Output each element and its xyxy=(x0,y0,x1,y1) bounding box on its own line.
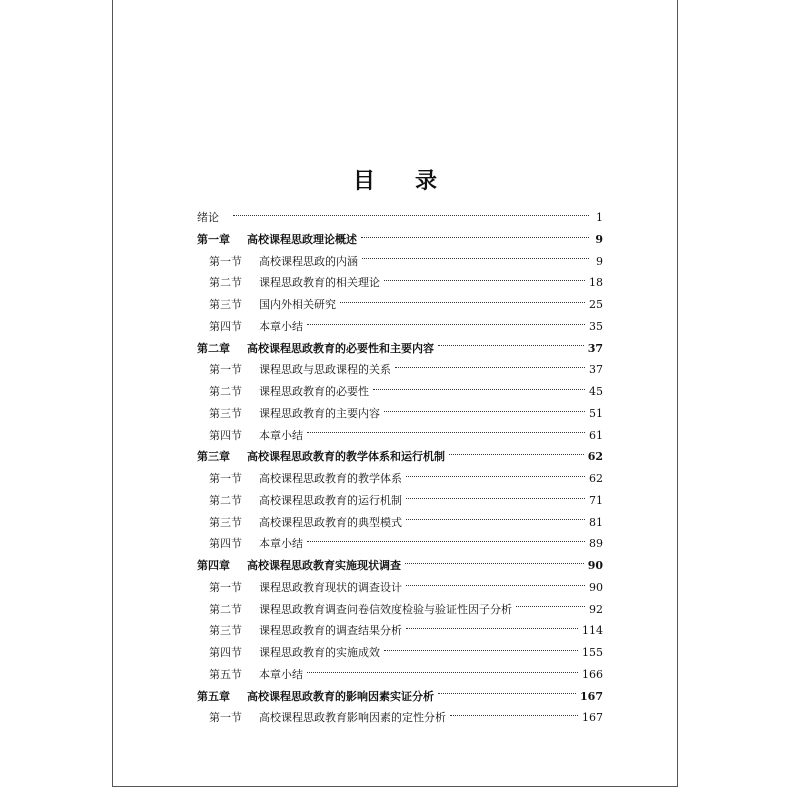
toc-section-entry xyxy=(197,577,603,599)
toc-entry-number: 第二节 xyxy=(209,276,242,290)
toc-entry-number: 第四节 xyxy=(209,319,242,333)
toc-page-number: 167 xyxy=(580,689,603,703)
toc-page-number: 92 xyxy=(589,602,603,616)
toc-entry-title: 本章小结 xyxy=(259,319,303,333)
toc-entry-number: 第一节 xyxy=(209,711,242,725)
toc-entry-number: 第四节 xyxy=(209,646,242,659)
toc-leader-dots xyxy=(384,279,585,281)
toc-entry-number: 第一节 xyxy=(209,254,242,268)
toc-leader-dots xyxy=(406,518,585,520)
toc-section-entry xyxy=(197,707,603,729)
toc-leader-dots xyxy=(340,301,585,303)
toc-leader-dots xyxy=(384,649,578,651)
toc-entry-title: 课程思政教育的实施成效 xyxy=(259,646,380,659)
toc-page-number: 90 xyxy=(587,559,603,572)
toc-entry-title: 课程思政教育的必要性 xyxy=(259,385,369,398)
toc-chapter-entry xyxy=(197,338,603,360)
toc-page-number: 35 xyxy=(589,319,603,333)
toc-leader-dots xyxy=(406,497,585,499)
toc-entry-title: 高校课程思政理论概述 xyxy=(247,232,357,246)
toc-leader-dots xyxy=(406,475,585,477)
toc-entry-title: 课程思政教育调查问卷信效度检验与验证性因子分析 xyxy=(259,602,512,616)
toc-entry-number: 第三节 xyxy=(209,298,242,311)
toc-entry-number: 第二章 xyxy=(197,341,230,355)
toc-entry-number: 第三节 xyxy=(209,624,242,638)
toc-section-entry xyxy=(197,381,603,403)
toc-page-number: 61 xyxy=(589,428,603,442)
toc-entry-title: 课程思政教育的主要内容 xyxy=(259,406,380,420)
toc-leader-dots xyxy=(361,236,589,238)
toc-entry-title: 高校课程思政教育影响因素的定性分析 xyxy=(259,711,446,725)
toc-entry-number: 第一章 xyxy=(197,232,230,246)
toc-leader-dots xyxy=(384,410,585,412)
toc-entry-number: 第一节 xyxy=(209,580,242,594)
toc-section-entry xyxy=(197,642,603,664)
toc-entry-title: 课程思政与思政课程的关系 xyxy=(259,363,391,377)
toc-entry-title: 高校课程思政教育的教学体系和运行机制 xyxy=(247,450,445,464)
title-char-1: 目 xyxy=(352,168,375,194)
toc-section-entry xyxy=(197,664,603,686)
toc-section-entry xyxy=(197,533,603,555)
toc-entry-title: 本章小结 xyxy=(259,537,303,551)
toc-section-entry xyxy=(197,620,603,642)
toc-section-entry xyxy=(197,512,603,534)
toc-leader-dots xyxy=(233,214,589,216)
toc-entry-title: 课程思政教育的调查结果分析 xyxy=(259,624,402,638)
toc-section-entry xyxy=(197,272,603,294)
toc-section-entry xyxy=(197,490,603,512)
toc-entry-number: 第一节 xyxy=(209,472,242,485)
toc-entry-number: 第四章 xyxy=(197,559,230,572)
toc-leader-dots xyxy=(438,344,584,346)
toc-entry-title: 高校课程思政教育的必要性和主要内容 xyxy=(247,341,434,355)
toc-entry-title: 本章小结 xyxy=(259,667,303,681)
toc-page-number: 45 xyxy=(589,385,603,398)
toc-entry-title: 高校课程思政教育的典型模式 xyxy=(259,515,402,529)
toc-page-number: 25 xyxy=(589,298,603,311)
toc-entry-title: 高校课程思政教育的教学体系 xyxy=(259,472,402,485)
toc-leader-dots xyxy=(406,584,585,586)
toc-entry-number: 第五章 xyxy=(197,689,230,703)
toc-leader-dots xyxy=(373,388,585,390)
toc-page-number: 37 xyxy=(587,341,603,355)
toc-section-entry xyxy=(197,425,603,447)
toc-page-number: 81 xyxy=(589,515,603,529)
toc-entry-title: 高校课程思政教育的运行机制 xyxy=(259,493,402,507)
toc-leader-dots xyxy=(307,323,585,325)
page-title xyxy=(113,164,677,195)
toc-leader-dots xyxy=(307,540,585,542)
toc-leader-dots xyxy=(449,453,584,455)
toc-page-number: 9 xyxy=(595,232,603,246)
toc-entry-title: 国内外相关研究 xyxy=(259,298,336,311)
toc-entry-number: 第四节 xyxy=(209,537,242,551)
toc-page-number: 155 xyxy=(582,646,603,659)
title-char-2: 录 xyxy=(415,168,438,194)
toc-entry-title: 高校课程思政教育实施现状调查 xyxy=(247,559,401,572)
toc-leader-dots xyxy=(438,692,576,694)
toc-page-number: 114 xyxy=(582,624,603,638)
toc-leader-dots xyxy=(516,605,585,607)
toc-entry-number: 第二节 xyxy=(209,385,242,398)
toc-entry-number: 第三节 xyxy=(209,515,242,529)
book-page xyxy=(112,0,678,787)
toc-section-entry xyxy=(197,599,603,621)
toc-page-number: 51 xyxy=(589,406,603,420)
toc-entry-number: 绪论 xyxy=(197,211,219,224)
toc-leader-dots xyxy=(450,714,578,716)
toc-page-number: 62 xyxy=(587,450,603,464)
toc-entry-title: 高校课程思政教育的影响因素实证分析 xyxy=(247,689,434,703)
toc-page-number: 62 xyxy=(589,472,603,485)
toc-page-number: 1 xyxy=(596,211,603,224)
toc-page-number: 71 xyxy=(589,493,603,507)
toc-entry-title: 本章小结 xyxy=(259,428,303,442)
toc-entry-title: 高校课程思政的内涵 xyxy=(259,254,358,268)
toc-entry-number: 第三章 xyxy=(197,450,230,464)
toc-section-entry xyxy=(197,468,603,490)
toc-page-number: 167 xyxy=(582,711,603,725)
toc-chapter-entry xyxy=(197,446,603,468)
toc-entry-number: 第二节 xyxy=(209,602,242,616)
toc-entry-number: 第三节 xyxy=(209,406,242,420)
toc-section-entry xyxy=(197,294,603,316)
toc-leader-dots xyxy=(307,671,578,673)
toc-page-number: 9 xyxy=(596,254,603,268)
toc-leader-dots xyxy=(307,431,585,433)
toc-entry-title: 课程思政教育现状的调查设计 xyxy=(259,580,402,594)
toc-page-number: 18 xyxy=(589,276,603,290)
toc-chapter-entry xyxy=(197,555,603,577)
toc-entry-number: 第五节 xyxy=(209,667,242,681)
toc-page-number: 90 xyxy=(589,580,603,594)
toc-section-entry xyxy=(197,316,603,338)
toc-chapter-entry xyxy=(197,229,603,251)
toc-chapter-entry xyxy=(197,686,603,708)
toc-leader-dots xyxy=(406,627,578,629)
toc-section-entry xyxy=(197,251,603,273)
toc-entry-title: 课程思政教育的相关理论 xyxy=(259,276,380,290)
toc-entry-number: 第一节 xyxy=(209,363,242,377)
toc-leader-dots xyxy=(362,257,589,259)
toc-section-entry xyxy=(197,359,603,381)
toc-page-number: 166 xyxy=(582,667,603,681)
toc-entry-number: 第四节 xyxy=(209,428,242,442)
toc-leader-dots xyxy=(405,562,584,564)
toc-leader-dots xyxy=(395,366,585,368)
toc-intro-entry xyxy=(197,207,603,229)
toc-page-number: 89 xyxy=(589,537,603,551)
toc-entry-number: 第二节 xyxy=(209,493,242,507)
toc-section-entry xyxy=(197,403,603,425)
table-of-contents xyxy=(197,207,603,729)
toc-page-number: 37 xyxy=(589,363,603,377)
